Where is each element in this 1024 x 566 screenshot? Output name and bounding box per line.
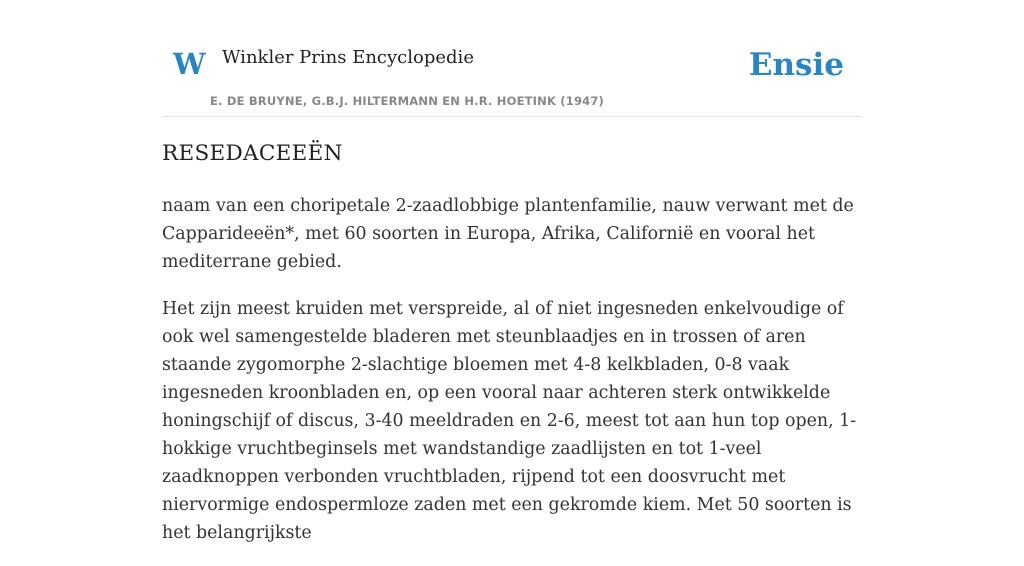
article-title: RESEDACEEËN bbox=[162, 141, 343, 166]
site-header bbox=[162, 36, 862, 117]
authors-line: E. DE BRUYNE, G.B.J. HILTERMANN EN H.R. HOETINK (1947) bbox=[210, 94, 605, 108]
encyclopedia-title[interactable]: Winkler Prins Encyclopedie bbox=[222, 47, 474, 68]
article-body bbox=[162, 192, 862, 566]
ensie-brand-logo[interactable]: Ensie bbox=[748, 47, 844, 83]
article-paragraph: naam van een choripetale 2-zaadlobbige plantenfamilie, nauw verwant met de Capparideeën*, met 60 soorten in Europa, Afrika, Californië en vooral het mediterrane gebied. bbox=[162, 196, 854, 272]
article-paragraph: Het zijn meest kruiden met verspreide, al of niet ingesneden enkelvoudige of ook wel samengestelde bladeren met steunblaadjes en in trossen of aren staande zygomorphe 2-slachtige bloemen met 4-8 kelkbladen, 0-8 vaak ingesneden kroonbladen en, op een vooral naar achteren sterk ontwikkelde honingschijf of discus, 3-40 meeldraden en 2-6, meest tot aan hun top open, 1-hokkige vruchtbeginsels met wandstandige zaadlijsten en tot 1-veel zaadknoppen verbonden vruchtbladen, rijpend tot een doosvrucht met niervormige endospermloze zaden met een gekromde kiem. Met 50 soorten is het belangrijkste bbox=[162, 299, 857, 543]
encyclopedia-logo-icon[interactable]: W bbox=[173, 47, 206, 81]
